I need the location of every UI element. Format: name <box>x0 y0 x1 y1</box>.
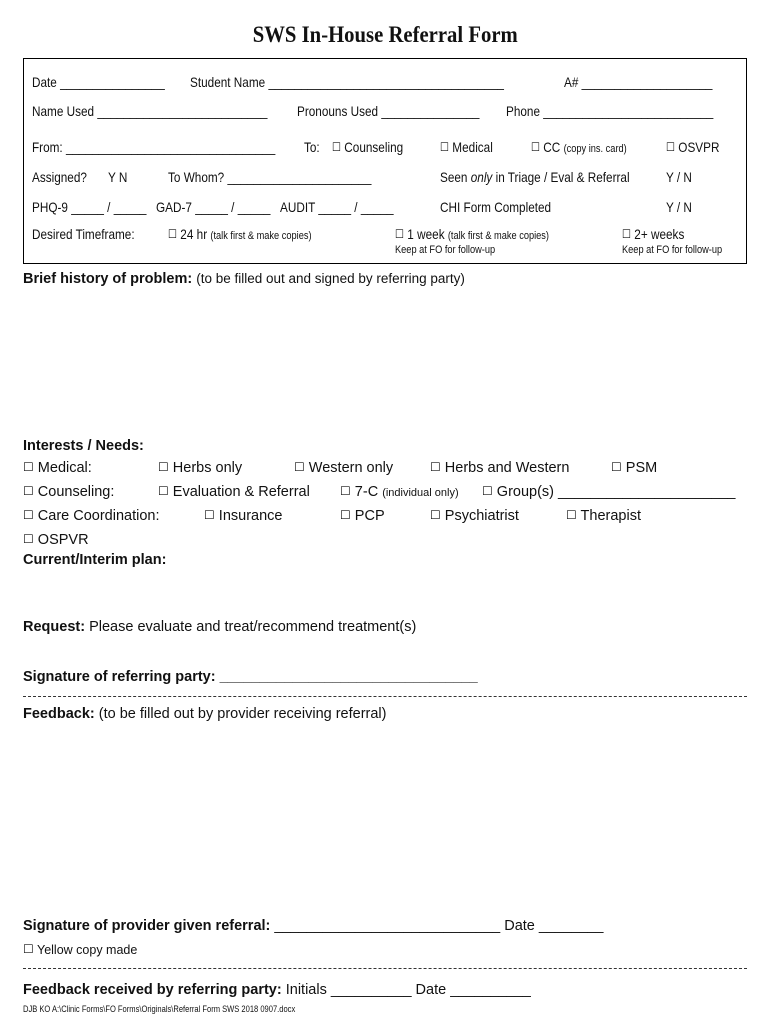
provider-signature-label: Signature of provider given referral: <box>23 918 271 934</box>
to-osvpr-label: OSVPR <box>678 139 720 155</box>
checkbox-icon: ☐ <box>23 484 34 498</box>
divider-line <box>23 696 747 697</box>
ospvr-checkbox[interactable] <box>23 532 89 548</box>
psychiatrist-checkbox[interactable] <box>430 508 519 524</box>
pcp-checkbox[interactable] <box>340 508 385 524</box>
date-field[interactable]: Date ________________ <box>32 74 165 90</box>
to-whom-field[interactable]: To Whom? ______________________ <box>168 169 372 185</box>
checkbox-icon: ☐ <box>566 508 577 522</box>
seen-yn[interactable]: Y / N <box>666 169 692 185</box>
herbs-and-western-label: Herbs and Western <box>444 460 570 476</box>
to-counseling-label: Counseling <box>344 139 404 155</box>
audit-field[interactable]: AUDIT _____ / _____ <box>280 199 394 215</box>
timeframe-1week-sub: Keep at FO for follow-up <box>395 244 496 256</box>
checkbox-icon: ☐ <box>340 484 351 498</box>
desired-timeframe-label: Desired Timeframe: <box>32 226 135 242</box>
student-name-field[interactable]: Student Name ____________________________________ <box>190 74 504 90</box>
interests-label: Interests / Needs: <box>23 438 144 454</box>
psm-label: PSM <box>625 460 658 476</box>
history-text-area[interactable] <box>23 292 747 432</box>
chi-form-label: CHI Form Completed <box>440 199 552 215</box>
feedback-received-line: Initials __________ Date __________ <box>281 982 531 998</box>
checkbox-icon: ☐ <box>611 460 622 474</box>
to-label: To: <box>304 139 320 155</box>
checkbox-icon: ☐ <box>531 140 541 154</box>
timeframe-1week-note: (talk first & make copies) <box>447 230 549 242</box>
name-used-field[interactable]: Name Used __________________________ <box>32 103 268 119</box>
plan-label: Current/Interim plan: <box>23 552 167 568</box>
herbs-only-label: Herbs only <box>172 460 243 476</box>
western-only-label: Western only <box>308 460 394 476</box>
history-heading <box>23 271 465 287</box>
timeframe-2weeks-label: 2+ weeks <box>634 226 685 242</box>
to-counseling-checkbox[interactable] <box>332 139 403 155</box>
checkbox-icon: ☐ <box>23 508 34 522</box>
timeframe-24hr-note: (talk first & make copies) <box>210 230 312 242</box>
feedback-heading <box>23 706 386 722</box>
to-cc-label: CC <box>543 139 561 155</box>
checkbox-icon: ☐ <box>666 140 676 154</box>
seven-c-label: 7-C <box>354 484 379 500</box>
checkbox-icon: ☐ <box>23 532 34 546</box>
checkbox-icon: ☐ <box>395 227 405 241</box>
timeframe-24hr-label: 24 hr <box>180 226 208 242</box>
to-medical-checkbox[interactable] <box>440 139 493 155</box>
medical-checkbox[interactable] <box>23 460 92 476</box>
feedback-note: (to be filled out by provider receiving referral) <box>98 706 387 722</box>
gad7-field[interactable]: GAD-7 _____ / _____ <box>156 199 271 215</box>
phone-field[interactable]: Phone __________________________ <box>506 103 714 119</box>
plan-text-area[interactable] <box>23 572 747 616</box>
feedback-text-area[interactable] <box>23 728 747 908</box>
referring-signature-field[interactable]: Signature of referring party: ________________________________ <box>23 669 478 685</box>
request-label: Request: <box>23 619 86 635</box>
counseling-label: Counseling: <box>37 484 115 500</box>
herbs-and-western-checkbox[interactable] <box>430 460 569 476</box>
chi-yn[interactable]: Y / N <box>666 199 692 215</box>
insurance-checkbox[interactable] <box>204 508 282 524</box>
therapist-checkbox[interactable] <box>566 508 641 524</box>
psychiatrist-label: Psychiatrist <box>444 508 519 524</box>
timeframe-1week-label: 1 week <box>407 226 445 242</box>
to-cc-checkbox[interactable] <box>531 139 627 155</box>
checkbox-icon: ☐ <box>204 508 215 522</box>
checkbox-icon: ☐ <box>168 227 178 241</box>
ospvr-label: OSPVR <box>37 532 89 548</box>
checkbox-icon: ☐ <box>158 460 169 474</box>
checkbox-icon: ☐ <box>430 460 441 474</box>
seven-c-note: (individual only) <box>382 487 459 499</box>
assigned-yn[interactable]: Y N <box>108 169 128 185</box>
psm-checkbox[interactable] <box>611 460 657 476</box>
footer-file-path: DJB KO A:\Clinic Forms\FO Forms\Originals\Referral Form SWS 2018 0907.docx <box>23 1004 296 1014</box>
pronouns-field[interactable]: Pronouns Used _______________ <box>297 103 480 119</box>
therapist-label: Therapist <box>580 508 641 524</box>
seven-c-checkbox[interactable] <box>340 484 459 500</box>
cc-note: (copy ins. card) <box>563 143 627 155</box>
herbs-only-checkbox[interactable] <box>158 460 242 476</box>
care-coordination-checkbox[interactable] <box>23 508 160 524</box>
divider-line <box>23 968 747 969</box>
eval-referral-checkbox[interactable] <box>158 484 310 500</box>
counseling-checkbox[interactable] <box>23 484 114 500</box>
request-text: Please evaluate and treat/recommend treatment(s) <box>89 619 417 635</box>
seen-in-triage-label: Seen only in Triage / Eval & Referral <box>440 169 630 185</box>
history-label: Brief history of problem: <box>23 271 193 287</box>
yellow-copy-label: Yellow copy made <box>37 943 138 957</box>
checkbox-icon: ☐ <box>482 484 493 498</box>
western-only-checkbox[interactable] <box>294 460 393 476</box>
feedback-received-field[interactable] <box>23 982 531 998</box>
pcp-label: PCP <box>354 508 385 524</box>
checkbox-icon: ☐ <box>332 140 342 154</box>
to-medical-label: Medical <box>452 139 493 155</box>
timeframe-1week-checkbox[interactable] <box>395 226 549 242</box>
a-number-field[interactable]: A# ____________________ <box>564 74 713 90</box>
yellow-copy-checkbox[interactable] <box>23 943 137 957</box>
timeframe-2weeks-sub: Keep at FO for follow-up <box>622 244 723 256</box>
provider-signature-line: ____________________________ Date ________ <box>270 918 604 934</box>
provider-signature-field[interactable] <box>23 918 603 934</box>
checkbox-icon: ☐ <box>23 942 34 956</box>
to-osvpr-checkbox[interactable] <box>666 139 719 155</box>
checkbox-icon: ☐ <box>158 484 169 498</box>
medical-label: Medical: <box>37 460 92 476</box>
checkbox-icon: ☐ <box>23 460 34 474</box>
request-line <box>23 619 416 635</box>
eval-referral-label: Evaluation & Referral <box>172 484 310 500</box>
phq9-field[interactable]: PHQ-9 _____ / _____ <box>32 199 147 215</box>
timeframe-2weeks-checkbox[interactable] <box>622 226 684 242</box>
checkbox-icon: ☐ <box>294 460 305 474</box>
checkbox-icon: ☐ <box>622 227 632 241</box>
checkbox-icon: ☐ <box>430 508 441 522</box>
form-title: SWS In-House Referral Form <box>252 22 518 47</box>
timeframe-24hr-checkbox[interactable] <box>168 226 312 242</box>
groups-label: Group(s) ______________________ <box>496 484 736 500</box>
care-coordination-label: Care Coordination: <box>37 508 160 524</box>
checkbox-icon: ☐ <box>340 508 351 522</box>
history-note: (to be filled out and signed by referring party) <box>196 271 465 286</box>
insurance-label: Insurance <box>218 508 283 524</box>
feedback-received-label: Feedback received by referring party: <box>23 982 282 998</box>
from-field[interactable]: From: ________________________________ <box>32 139 276 155</box>
checkbox-icon: ☐ <box>440 140 450 154</box>
groups-checkbox[interactable] <box>482 484 735 500</box>
feedback-label: Feedback: <box>23 706 95 722</box>
assigned-label: Assigned? <box>32 169 87 185</box>
